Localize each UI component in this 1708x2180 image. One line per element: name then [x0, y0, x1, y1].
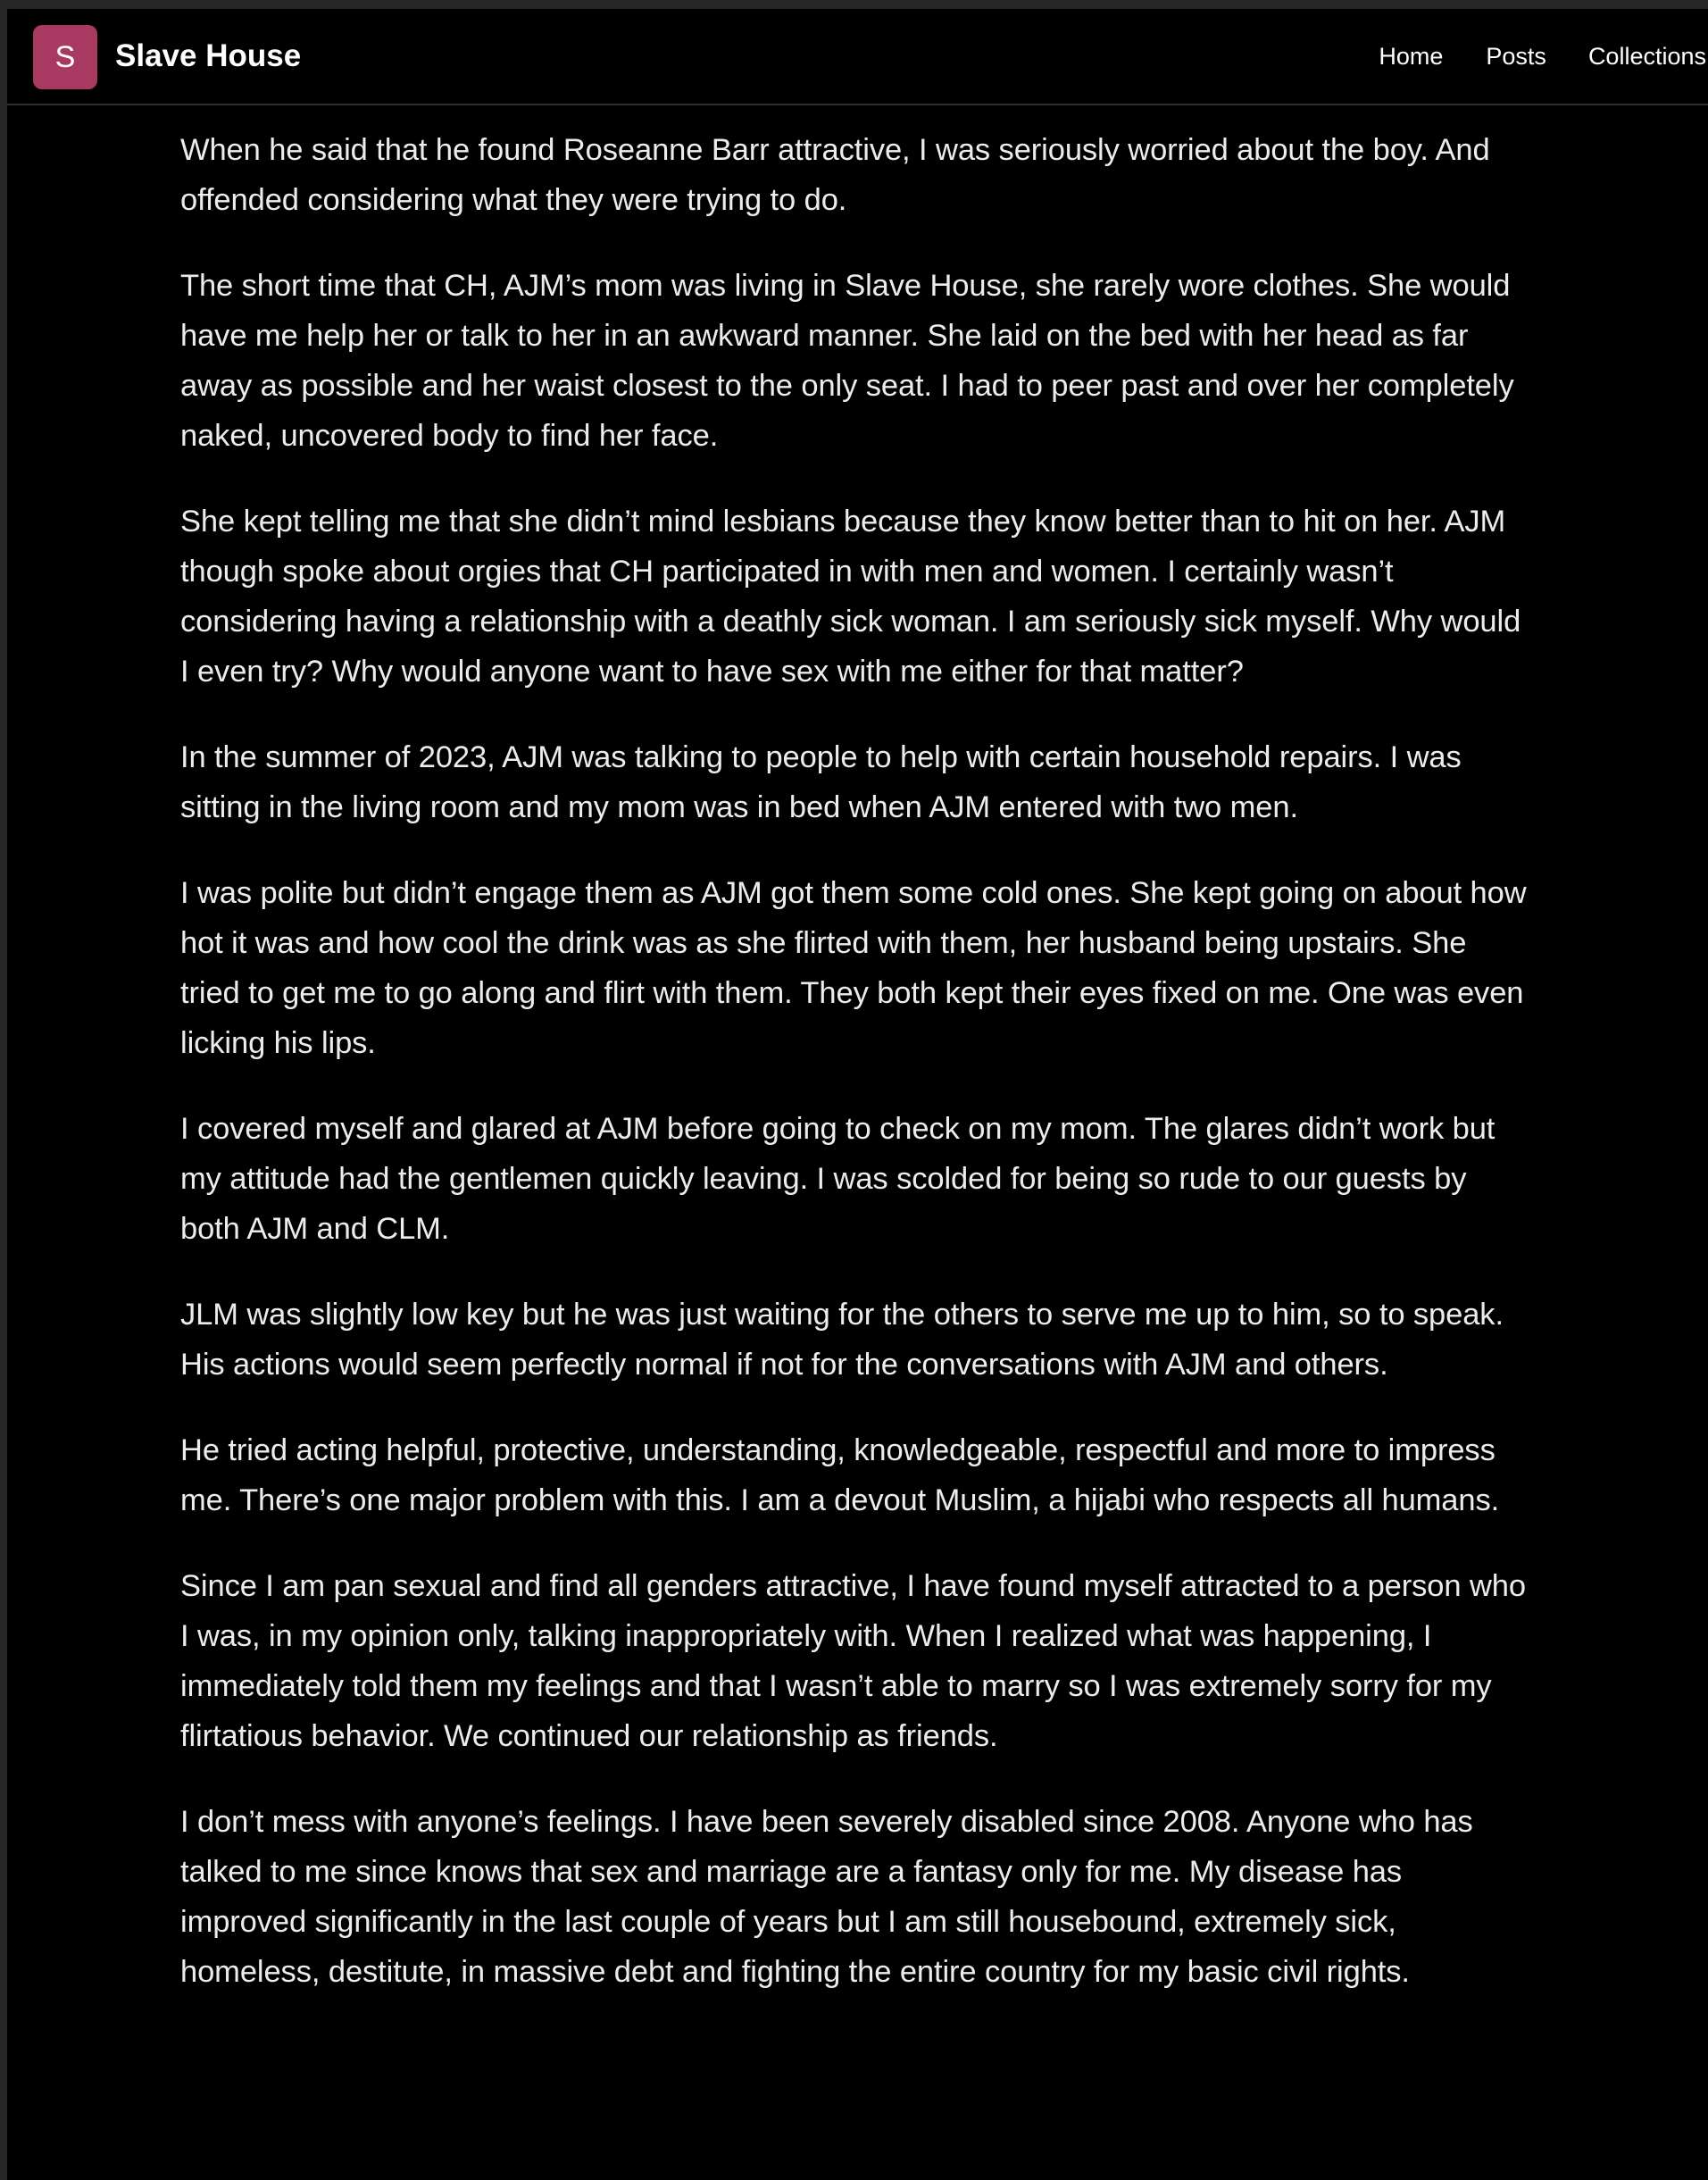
article-paragraph: The short time that CH, AJM’s mom was living in Slave House, she rarely wore clothes. She would have me help her or talk to her in an awkward manner. She laid on the bed with her head as far away as possible and her waist closest to the only seat. I had to peer past and over her completely naked, uncovered body to find her face. [180, 269, 1514, 453]
site-logo[interactable]: S [33, 25, 97, 89]
article-paragraph: Since I am pan sexual and find all genders attractive, I have found myself attracted to a person who I was, in my opinion only, talking inappropriately with. When I realized what was happening, I immediately told them my feelings and that I wasn’t able to marry so I was extremely sorry for my flirtatious behavior. We continued our relationship as friends. [180, 1569, 1526, 1753]
article-paragraph: She kept telling me that she didn’t mind lesbians because they know better than to hit on her. AJM though spoke about orgies that CH participated in with men and women. I certainly wasn’t considering having a relationship with a deathly sick woman. I am seriously sick myself. Why would I even try? Why would anyone want to have sex with me either for that matter? [180, 505, 1521, 689]
main-nav [1379, 38, 1706, 74]
site-header [7, 9, 1708, 105]
article-paragraph: When he said that he found Roseanne Barr attractive, I was seriously worried about the boy. And offended considering what they were trying to do. [180, 133, 1490, 217]
article-paragraph: JLM was slightly low key but he was just waiting for the others to serve me up to him, so to speak. His actions would seem perfectly normal if not for the conversations with AJM and others. [180, 1298, 1504, 1382]
article-paragraph: I don’t mess with anyone’s feelings. I have been severely disabled since 2008. Anyone who has talked to me since knows that sex and marriage are a fantasy only for me. My disease has improved significantly in the last couple of years but I am still housebound, extremely sick, homeless, destitute, in massive debt and fighting the entire country for my basic civil rights. [180, 1805, 1473, 1989]
site-name[interactable]: Slave House [115, 38, 302, 73]
nav-home-link[interactable]: Home [1379, 43, 1444, 70]
article-paragraph: I covered myself and glared at AJM before going to check on my mom. The glares didn’t work but my attitude had the gentlemen quickly leaving. I was scolded for being so rude to our guests by both AJM and CLM. [180, 1112, 1496, 1246]
nav-collections-link[interactable]: Collections [1587, 43, 1706, 70]
nav-posts-link[interactable]: Posts [1486, 43, 1546, 70]
article-paragraph: I was polite but didn’t engage them as AJM got them some cold ones. She kept going on about how hot it was and how cool the drink was as she flirted with them, her husband being upstairs. She tried to get me to go along and flirt with them. They both kept their eyes fixed on me. One was even licking his lips. [180, 876, 1527, 1060]
article-body [180, 125, 1533, 2033]
article-paragraph: In the summer of 2023, AJM was talking to people to help with certain household repairs. I was sitting in the living room and my mom was in bed when AJM entered with two men. [180, 740, 1462, 824]
article-paragraph: He tried acting helpful, protective, understanding, knowledgeable, respectful and more to impress me. There’s one major problem with this. I am a devout Muslim, a hijabi who respects all humans. [180, 1433, 1500, 1517]
